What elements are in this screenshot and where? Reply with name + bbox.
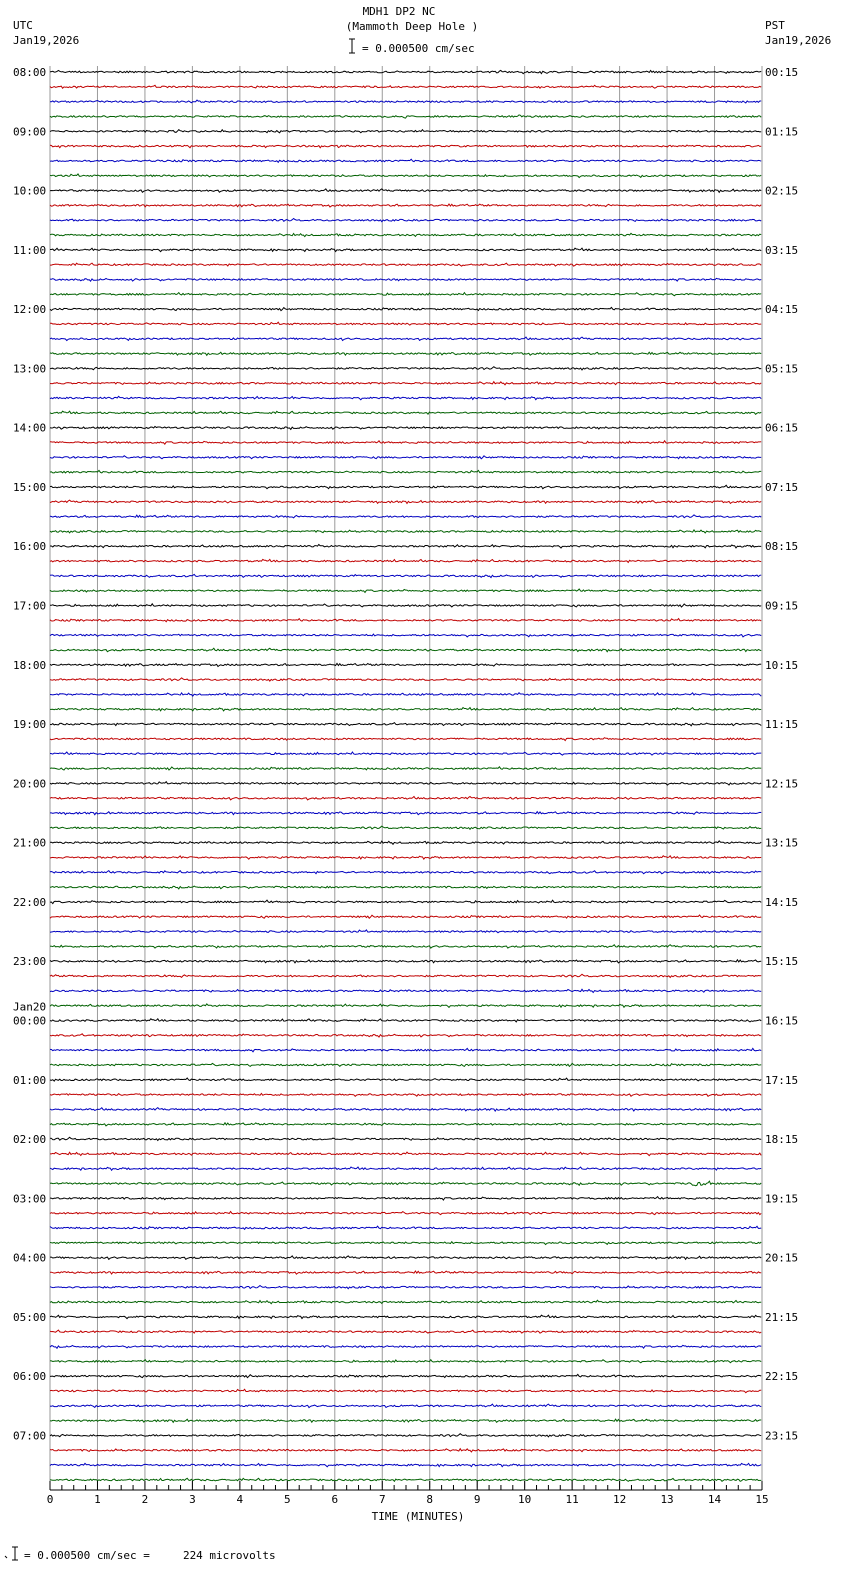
right-date: Jan19,2026 <box>765 34 832 47</box>
seismic-trace <box>50 1197 761 1200</box>
seismic-trace <box>50 426 761 429</box>
x-tick-label: 13 <box>660 1493 674 1506</box>
seismic-trace <box>50 1256 761 1260</box>
x-tick-label: 2 <box>141 1493 149 1506</box>
x-axis-title: TIME (MINUTES) <box>371 1510 465 1523</box>
pst-hour-label: 04:15 <box>765 303 799 317</box>
seismic-trace <box>50 115 761 118</box>
pst-hour-label: 22:15 <box>765 1370 799 1384</box>
seismic-trace <box>50 812 761 815</box>
seismic-trace <box>50 130 761 133</box>
pst-hour-label: 16:15 <box>765 1014 799 1028</box>
seismic-trace <box>50 1463 761 1466</box>
seismic-trace <box>50 945 761 948</box>
seismic-trace <box>50 663 761 666</box>
x-tick-label: 12 <box>612 1493 627 1506</box>
left-date: Jan19,2026 <box>13 34 80 47</box>
utc-hour-label: 23:00 <box>13 955 47 969</box>
seismic-trace <box>50 367 761 370</box>
x-tick-label: 7 <box>378 1493 386 1506</box>
seismic-trace <box>50 352 761 355</box>
utc-hour-label: 11:00 <box>13 243 47 257</box>
seismic-trace <box>50 989 761 992</box>
seismic-trace <box>50 1345 761 1348</box>
seismic-traces <box>50 70 761 1481</box>
pst-hour-label: 11:15 <box>765 718 799 732</box>
utc-hour-label: 14:00 <box>13 421 47 435</box>
seismic-trace <box>50 1078 761 1081</box>
seismic-trace <box>50 1108 761 1111</box>
seismic-trace <box>50 1330 761 1333</box>
seismic-trace <box>50 1137 761 1140</box>
utc-hour-label: 00:00 <box>13 1014 47 1028</box>
seismic-trace <box>50 85 761 88</box>
seismic-trace <box>50 738 761 741</box>
utc-hour-label: 03:00 <box>13 1192 47 1206</box>
seismic-trace <box>50 233 761 236</box>
seismic-trace <box>50 693 761 697</box>
seismic-trace <box>50 530 761 533</box>
seismic-trace <box>50 1478 761 1481</box>
seismic-trace <box>50 545 761 549</box>
utc-hour-label: 05:00 <box>13 1310 47 1324</box>
utc-hour-label: 15:00 <box>13 480 47 494</box>
seismic-trace <box>50 322 761 325</box>
pst-hour-label: 21:15 <box>765 1310 799 1324</box>
pst-hour-label: 07:15 <box>765 480 799 494</box>
seismic-trace <box>50 826 761 829</box>
seismic-trace <box>50 159 761 162</box>
seismic-trace <box>50 1271 761 1274</box>
seismic-trace <box>50 248 761 251</box>
seismic-trace <box>50 1300 761 1303</box>
seismic-trace <box>50 708 761 711</box>
seismic-trace <box>50 219 761 222</box>
seismic-trace <box>50 293 761 296</box>
seismic-trace <box>50 189 761 192</box>
seismic-trace <box>50 1449 761 1452</box>
seismic-trace <box>50 456 761 459</box>
seismic-trace <box>50 174 761 178</box>
seismic-trace <box>50 930 761 933</box>
utc-hour-label: 08:00 <box>13 66 47 79</box>
seismic-trace <box>50 915 761 918</box>
seismic-trace <box>50 574 761 577</box>
pst-hour-label: 20:15 <box>765 1251 799 1265</box>
utc-hour-label: 18:00 <box>13 658 47 672</box>
x-tick-label: 11 <box>565 1493 579 1506</box>
x-tick-label: 15 <box>755 1493 769 1506</box>
seismic-trace <box>50 634 761 637</box>
pst-hour-label: 19:15 <box>765 1192 799 1206</box>
seismic-trace <box>50 604 761 607</box>
seismic-trace <box>50 1419 761 1422</box>
seismic-trace <box>50 337 761 340</box>
seismic-trace <box>50 278 761 281</box>
site-title: (Mammoth Deep Hole ) <box>345 20 479 33</box>
pst-hour-label: 23:15 <box>765 1429 799 1443</box>
seismic-trace <box>50 307 761 310</box>
x-tick-label: 3 <box>189 1493 196 1506</box>
seismic-trace <box>50 1404 761 1408</box>
pst-hour-label: 05:15 <box>765 362 799 376</box>
date-change-label: Jan20 <box>13 1000 47 1014</box>
footer-scale-note: = 0.000500 cm/sec = 224 microvolts <box>24 1549 276 1562</box>
seismic-trace <box>50 782 761 785</box>
seismic-trace <box>50 1242 761 1245</box>
seismic-trace <box>50 470 761 473</box>
seismic-trace <box>50 1315 761 1318</box>
seismic-trace <box>50 500 761 503</box>
pst-hour-label: 12:15 <box>765 777 799 791</box>
seismic-trace <box>50 1389 761 1392</box>
seismic-trace <box>50 382 761 385</box>
seismic-trace <box>50 767 761 770</box>
seismic-trace <box>50 1226 761 1229</box>
seismic-trace <box>50 1360 761 1363</box>
x-tick-label: 10 <box>518 1493 532 1506</box>
x-tick-label: 9 <box>473 1493 481 1506</box>
seismic-trace <box>50 559 761 562</box>
seismic-trace <box>50 648 761 651</box>
pst-hour-label: 13:15 <box>765 836 799 850</box>
seismic-trace <box>50 1094 761 1097</box>
seismic-trace <box>50 797 761 800</box>
utc-hour-label: 22:00 <box>13 895 47 909</box>
scale-bar-icon <box>349 39 355 53</box>
utc-hour-label: 16:00 <box>13 540 47 554</box>
utc-hour-label: 13:00 <box>13 362 47 376</box>
seismic-trace <box>50 1181 761 1186</box>
seismic-trace <box>50 263 761 266</box>
seismic-trace <box>50 678 761 681</box>
utc-hour-label: 04:00 <box>13 1251 47 1265</box>
seismic-trace <box>50 1152 761 1156</box>
seismic-trace <box>50 100 761 103</box>
x-tick-label: 4 <box>236 1493 244 1506</box>
pst-hour-label: 01:15 <box>765 125 799 139</box>
pst-hour-label: 02:15 <box>765 184 799 198</box>
seismic-trace <box>50 723 761 726</box>
seismic-trace <box>50 974 761 977</box>
utc-hour-label: 02:00 <box>13 1133 47 1147</box>
pst-hour-label: 18:15 <box>765 1133 799 1147</box>
pst-hour-label: 03:15 <box>765 243 799 257</box>
seismic-trace <box>50 1434 761 1437</box>
utc-hour-label: 09:00 <box>13 125 47 139</box>
utc-hour-label: 07:00 <box>13 1429 47 1443</box>
x-tick-label: 6 <box>331 1493 339 1506</box>
seismic-trace <box>50 856 761 859</box>
utc-hour-label: 21:00 <box>13 836 47 850</box>
pst-hour-label: 17:15 <box>765 1073 799 1087</box>
x-tick-label: 14 <box>707 1493 722 1506</box>
utc-hour-label: 06:00 <box>13 1370 47 1384</box>
scale-label: = 0.000500 cm/sec <box>362 42 475 55</box>
pst-hour-label: 06:15 <box>765 421 799 435</box>
pst-hour-label: 09:15 <box>765 599 799 613</box>
seismic-trace <box>50 960 761 963</box>
seismic-trace <box>50 871 761 874</box>
seismic-trace <box>50 70 761 73</box>
seismic-trace <box>50 1123 761 1126</box>
utc-hour-label: 17:00 <box>13 599 47 613</box>
utc-hour-label: 10:00 <box>13 184 47 198</box>
footer-scale-icon <box>5 1547 18 1560</box>
right-timezone: PST <box>765 19 785 32</box>
x-tick-label: 8 <box>426 1493 434 1506</box>
seismic-trace <box>50 485 761 488</box>
seismic-trace <box>50 1034 761 1037</box>
seismic-trace <box>50 752 761 755</box>
pst-hour-label: 10:15 <box>765 658 799 672</box>
seismic-trace <box>50 396 761 400</box>
seismic-trace <box>50 1019 761 1022</box>
seismic-trace <box>50 1063 761 1066</box>
x-tick-label: 1 <box>94 1493 101 1506</box>
seismic-trace <box>50 1167 761 1170</box>
seismic-trace <box>50 1004 761 1008</box>
seismic-trace <box>50 1048 761 1051</box>
pst-hour-label: 00:15 <box>765 66 799 79</box>
seismic-trace <box>50 886 761 889</box>
seismic-trace <box>50 619 761 622</box>
pst-hour-label: 14:15 <box>765 895 799 909</box>
utc-hour-label: 12:00 <box>13 303 47 317</box>
seismic-trace <box>50 145 761 148</box>
station-title: MDH1 DP2 NC <box>362 5 436 18</box>
utc-hour-label: 20:00 <box>13 777 47 791</box>
seismic-trace <box>50 1212 761 1215</box>
seismic-trace <box>50 1374 761 1377</box>
x-tick-label: 0 <box>46 1493 54 1506</box>
left-timezone: UTC <box>13 19 33 32</box>
seismic-trace <box>50 411 761 414</box>
utc-hour-label: 19:00 <box>13 718 47 732</box>
seismic-trace <box>50 441 761 444</box>
seismic-trace <box>50 841 761 844</box>
time-axis <box>47 1481 769 1506</box>
seismic-trace <box>50 1286 761 1289</box>
pst-hour-label: 15:15 <box>765 955 799 969</box>
seismic-trace <box>50 204 761 207</box>
x-tick-label: 5 <box>284 1493 291 1506</box>
utc-hour-label: 01:00 <box>13 1073 47 1087</box>
pst-hour-label: 08:15 <box>765 540 799 554</box>
seismic-trace <box>50 589 761 592</box>
seismic-trace <box>50 515 761 518</box>
seismic-trace <box>50 900 761 903</box>
pst-hour-labels <box>765 66 798 1442</box>
utc-hour-labels <box>13 66 46 1442</box>
